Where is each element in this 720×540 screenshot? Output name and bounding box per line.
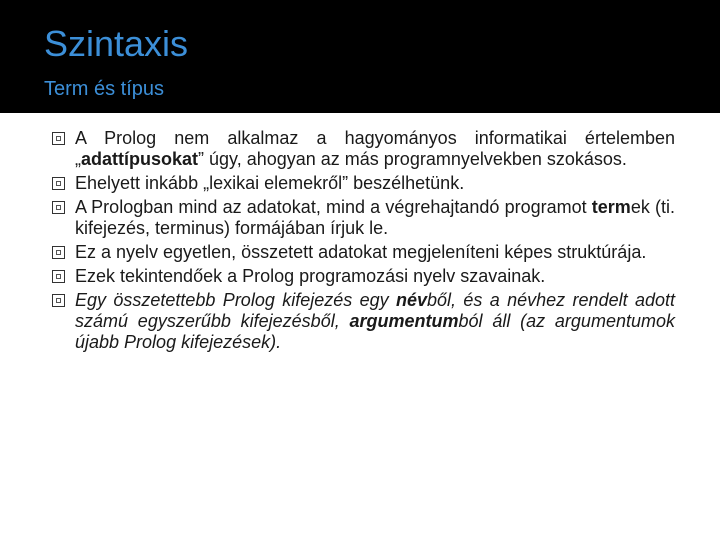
- bullet-item: [52, 197, 675, 239]
- bold-term: név: [395, 290, 428, 310]
- square-bullet-icon: [52, 177, 65, 190]
- text-run: Egy összetettebb Prolog kifejezés egy: [75, 290, 396, 310]
- text-run: Ezek tekintendőek a Prolog programozási nyelv szavainak.: [75, 266, 546, 286]
- text-run: A Prologban mind az adatokat, mind a végrehajtandó programot: [75, 197, 592, 217]
- bullet-item: [52, 290, 675, 353]
- text-run: ból áll (az argumentumok újabb Prolog kifejezések).: [75, 311, 675, 352]
- text-run: ből, és a névhez rendelt adott számú egyszerűbb kifejezésből,: [75, 290, 675, 331]
- bullet-item: [52, 242, 675, 263]
- bold-term: adattípusokat: [81, 149, 199, 169]
- bullet-list: [52, 128, 675, 356]
- slide-header: [0, 0, 720, 113]
- bullet-item: [52, 173, 675, 194]
- bold-term: argumentum: [349, 311, 459, 331]
- text-run: ek (ti. kifejezés, terminus) formájában írjuk le.: [75, 197, 675, 238]
- text-run: ” úgy, ahogyan az más programnyelvekben szokásos.: [198, 149, 627, 169]
- bullet-item: [52, 128, 675, 170]
- text-run: Ehelyett inkább „lexikai elemekről” beszélhetünk.: [75, 173, 465, 193]
- slide-subtitle: Term és típus: [44, 78, 165, 100]
- slide-title: Szintaxis: [44, 23, 189, 64]
- square-bullet-icon: [52, 132, 65, 145]
- text-run: Ez a nyelv egyetlen, összetett adatokat megjeleníteni képes struktúrája.: [75, 242, 647, 262]
- bold-term: term: [591, 197, 631, 217]
- square-bullet-icon: [52, 270, 65, 283]
- square-bullet-icon: [52, 246, 65, 259]
- text-run: A Prolog nem alkalmaz a hagyományos informatikai értelemben „: [75, 128, 675, 169]
- bullet-item: [52, 266, 675, 287]
- square-bullet-icon: [52, 201, 65, 214]
- square-bullet-icon: [52, 294, 65, 307]
